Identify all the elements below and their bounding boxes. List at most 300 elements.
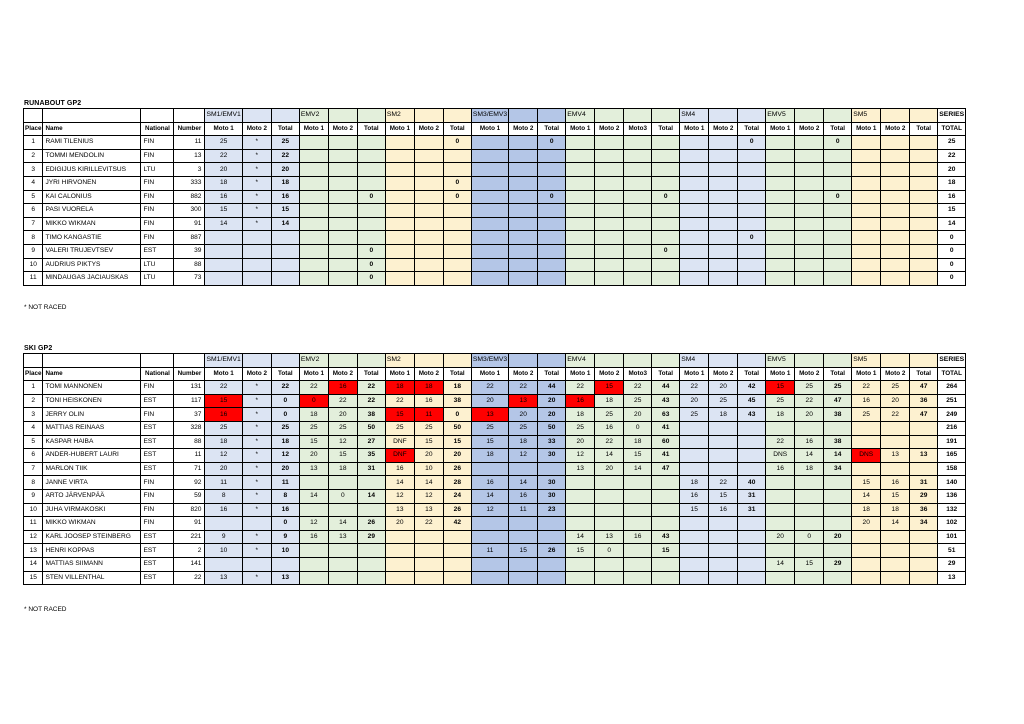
event-total-cell — [738, 421, 766, 435]
race-number-cell: 39 — [174, 244, 205, 258]
event-total-cell: 26 — [538, 544, 566, 558]
moto-score-cell — [680, 272, 709, 286]
moto-score-cell: 12 — [509, 449, 538, 463]
series-total-cell: 216 — [938, 421, 966, 435]
moto-score-cell: 15 — [299, 435, 328, 449]
moto-column-header: Total — [271, 122, 299, 136]
moto-score-cell — [328, 217, 357, 231]
moto-score-cell — [595, 163, 624, 177]
event-total-cell — [357, 476, 385, 490]
event-header-fill — [538, 109, 566, 123]
moto-score-cell — [328, 571, 357, 585]
moto-column-header: Moto 1 — [471, 122, 508, 136]
event-total-cell — [824, 272, 852, 286]
place-cell: 15 — [24, 571, 43, 585]
rider-name-cell: HENRI KOPPAS — [43, 544, 141, 558]
event-header-fill — [652, 109, 680, 123]
event-total-cell — [538, 272, 566, 286]
moto-score-cell: 12 — [414, 489, 443, 503]
series-total-cell: 264 — [938, 381, 966, 395]
moto-score-cell — [414, 136, 443, 150]
race-number-cell: 59 — [174, 489, 205, 503]
event-total-cell: 25 — [824, 381, 852, 395]
moto-score-cell: 25 — [471, 421, 508, 435]
moto-score-cell: 13 — [881, 449, 910, 463]
moto-score-cell: 16 — [795, 435, 824, 449]
event-total-cell: 8 — [271, 489, 299, 503]
event-total-cell — [357, 149, 385, 163]
moto-score-cell: 16 — [709, 503, 738, 517]
moto-score-cell: * — [242, 217, 271, 231]
moto-score-cell — [624, 489, 652, 503]
place-cell: 1 — [24, 136, 43, 150]
moto-score-cell — [680, 530, 709, 544]
moto-score-cell — [795, 190, 824, 204]
moto-score-cell — [471, 217, 508, 231]
event-total-cell — [738, 571, 766, 585]
moto-score-cell — [680, 231, 709, 245]
series-total-cell: 165 — [938, 449, 966, 463]
moto-score-cell — [509, 136, 538, 150]
moto-score-cell: 12 — [205, 449, 242, 463]
moto-score-cell — [566, 476, 595, 490]
moto-score-cell: 20 — [766, 530, 795, 544]
table-row — [24, 421, 966, 435]
event-total-cell — [738, 258, 766, 272]
moto-score-cell — [766, 136, 795, 150]
moto-score-cell — [299, 244, 328, 258]
moto-score-cell — [881, 204, 910, 218]
moto-score-cell — [795, 149, 824, 163]
moto-score-cell — [881, 272, 910, 286]
event-total-cell — [538, 244, 566, 258]
moto-score-cell — [566, 272, 595, 286]
moto-score-cell — [624, 163, 652, 177]
moto-score-cell — [566, 503, 595, 517]
race-number-cell: 73 — [174, 272, 205, 286]
moto-score-cell — [242, 244, 271, 258]
moto-column-header: Moto 2 — [795, 122, 824, 136]
rider-name-cell: KAI CALONIUS — [43, 190, 141, 204]
moto-score-cell — [680, 517, 709, 531]
moto-score-cell: 18 — [328, 462, 357, 476]
event-total-cell — [824, 217, 852, 231]
moto-column-header: Total — [538, 367, 566, 381]
table-row — [24, 231, 966, 245]
moto-column-header: Moto 1 — [385, 122, 414, 136]
moto-score-cell: 18 — [766, 408, 795, 422]
moto-score-cell — [328, 557, 357, 571]
blank-header-cell — [43, 354, 141, 368]
nationality-cell: EST — [141, 462, 174, 476]
series-total-cell: 16 — [938, 190, 966, 204]
rider-name-cell: KARL JOOSEP STEINBERG — [43, 530, 141, 544]
moto-score-cell: 25 — [680, 408, 709, 422]
moto-score-cell — [566, 517, 595, 531]
moto-score-cell — [242, 231, 271, 245]
moto-score-cell — [385, 176, 414, 190]
moto-score-cell: 13 — [595, 530, 624, 544]
moto-score-cell — [709, 244, 738, 258]
event-total-cell: 20 — [271, 462, 299, 476]
table-row — [24, 476, 966, 490]
series-total-cell: 191 — [938, 435, 966, 449]
series-total-header: TOTAL — [938, 122, 966, 136]
moto-score-cell — [385, 258, 414, 272]
moto-score-cell — [624, 149, 652, 163]
place-cell: 14 — [24, 557, 43, 571]
moto-score-cell: 16 — [766, 462, 795, 476]
moto-score-cell: * — [242, 394, 271, 408]
event-total-cell: 36 — [910, 503, 938, 517]
moto-score-cell: 16 — [566, 394, 595, 408]
event-total-cell — [271, 272, 299, 286]
moto-score-cell: 9 — [205, 530, 242, 544]
event-header-fill — [328, 354, 357, 368]
moto-score-cell — [680, 149, 709, 163]
series-total-cell: 13 — [938, 571, 966, 585]
event-header-fill — [624, 109, 652, 123]
moto-score-cell — [766, 503, 795, 517]
moto-score-cell: 16 — [624, 530, 652, 544]
place-cell: 11 — [24, 272, 43, 286]
series-header: SERIES — [938, 354, 966, 368]
moto-score-cell: * — [242, 530, 271, 544]
results-table-ski — [23, 353, 966, 585]
moto-score-cell: 13 — [385, 503, 414, 517]
moto-score-cell — [385, 557, 414, 571]
moto-score-cell: 13 — [566, 462, 595, 476]
moto-column-header: Total — [910, 367, 938, 381]
moto-score-cell — [624, 136, 652, 150]
event-total-cell — [443, 258, 471, 272]
moto-column-header: Total — [357, 122, 385, 136]
moto-score-cell: 15 — [385, 408, 414, 422]
moto-column-header: Total — [538, 122, 566, 136]
place-cell: 9 — [24, 244, 43, 258]
moto-column-header: Moto 2 — [795, 367, 824, 381]
moto-column-header: Moto 1 — [205, 367, 242, 381]
rider-name-cell: STEN VILLENTHAL — [43, 571, 141, 585]
moto-score-cell — [795, 204, 824, 218]
event-total-cell: 26 — [443, 503, 471, 517]
nationality-cell: EST — [141, 435, 174, 449]
moto-score-cell — [709, 449, 738, 463]
event-total-cell: 13 — [271, 571, 299, 585]
moto-score-cell — [766, 244, 795, 258]
event-total-cell: 0 — [443, 408, 471, 422]
moto-score-cell — [709, 204, 738, 218]
moto-score-cell: 25 — [766, 394, 795, 408]
table-row — [24, 571, 966, 585]
moto-score-cell: 15 — [414, 435, 443, 449]
moto-score-cell — [795, 163, 824, 177]
rider-name-cell: VALERI TRUJEVTSEV — [43, 244, 141, 258]
event-total-cell — [824, 149, 852, 163]
table-row — [24, 557, 966, 571]
moto-score-cell: 14 — [881, 517, 910, 531]
event-total-cell: 30 — [538, 449, 566, 463]
event-header-fill — [709, 354, 738, 368]
moto-score-cell — [471, 149, 508, 163]
moto-score-cell: 22 — [766, 435, 795, 449]
table-row — [24, 517, 966, 531]
moto-score-cell: 13 — [328, 530, 357, 544]
event-name-header: SM2 — [385, 354, 414, 368]
moto-score-cell — [795, 421, 824, 435]
event-header-fill — [795, 354, 824, 368]
moto-score-cell — [766, 149, 795, 163]
moto-score-cell — [299, 176, 328, 190]
column-header-row — [24, 122, 966, 136]
moto-score-cell: 16 — [595, 421, 624, 435]
moto-score-cell — [242, 258, 271, 272]
nationality-cell: EST — [141, 544, 174, 558]
event-total-cell: 0 — [824, 190, 852, 204]
series-total-cell: 102 — [938, 517, 966, 531]
event-total-cell: 50 — [357, 421, 385, 435]
moto-score-cell: * — [242, 149, 271, 163]
moto-column-header: Moto 1 — [299, 122, 328, 136]
moto-score-cell — [414, 163, 443, 177]
nationality-cell: FIN — [141, 176, 174, 190]
event-total-cell — [910, 204, 938, 218]
moto-score-cell — [385, 163, 414, 177]
event-header-fill — [414, 354, 443, 368]
event-header-fill — [328, 109, 357, 123]
event-total-cell: 45 — [738, 394, 766, 408]
race-number-cell: 820 — [174, 503, 205, 517]
table-row — [24, 381, 966, 395]
race-number-cell: 91 — [174, 217, 205, 231]
event-total-cell: 44 — [538, 381, 566, 395]
moto-score-cell — [766, 176, 795, 190]
event-total-cell: 26 — [443, 462, 471, 476]
moto-score-cell: * — [242, 176, 271, 190]
moto-column-header: Total — [824, 122, 852, 136]
moto-score-cell — [471, 190, 508, 204]
moto-score-cell: 14 — [328, 517, 357, 531]
event-total-cell: 13 — [910, 449, 938, 463]
moto-score-cell: DNS — [766, 449, 795, 463]
place-cell: 10 — [24, 503, 43, 517]
event-total-cell — [652, 557, 680, 571]
moto-score-cell: 20 — [509, 408, 538, 422]
moto-score-cell — [414, 272, 443, 286]
series-header: SERIES — [938, 109, 966, 123]
moto-score-cell: 11 — [414, 408, 443, 422]
moto-score-cell — [624, 190, 652, 204]
rider-name-cell: TONI HEISKONEN — [43, 394, 141, 408]
rider-name-cell: JUHA VIRMAKOSKI — [43, 503, 141, 517]
moto-score-cell — [852, 163, 881, 177]
event-total-cell — [443, 217, 471, 231]
moto-column-header: Total — [271, 367, 299, 381]
moto-column-header: Moto 2 — [709, 367, 738, 381]
moto-score-cell — [795, 517, 824, 531]
moto-score-cell — [328, 231, 357, 245]
moto-score-cell: 20 — [205, 163, 242, 177]
event-total-cell — [357, 503, 385, 517]
event-total-cell: 33 — [538, 435, 566, 449]
moto-score-cell — [385, 272, 414, 286]
event-total-cell — [738, 149, 766, 163]
moto-score-cell: * — [242, 462, 271, 476]
blank-header-cell — [141, 354, 174, 368]
nationality-cell: FIN — [141, 217, 174, 231]
event-total-cell: 20 — [538, 394, 566, 408]
moto-score-cell: 13 — [299, 462, 328, 476]
moto-score-cell — [566, 149, 595, 163]
moto-score-cell — [680, 217, 709, 231]
event-total-cell: 0 — [443, 176, 471, 190]
series-total-cell: 15 — [938, 204, 966, 218]
event-total-cell — [652, 476, 680, 490]
race-number-cell: 300 — [174, 204, 205, 218]
event-total-cell: 0 — [652, 190, 680, 204]
rider-name-cell: MATTIAS REINAAS — [43, 421, 141, 435]
event-total-cell — [538, 204, 566, 218]
moto-column-header: Moto 2 — [414, 367, 443, 381]
event-total-cell: 22 — [271, 149, 299, 163]
moto-score-cell — [680, 557, 709, 571]
nationality-cell: EST — [141, 244, 174, 258]
moto-score-cell: * — [242, 449, 271, 463]
race-number-cell: 71 — [174, 462, 205, 476]
moto-score-cell — [385, 204, 414, 218]
moto-score-cell — [881, 435, 910, 449]
moto-score-cell — [680, 449, 709, 463]
event-total-cell — [824, 503, 852, 517]
moto-score-cell — [852, 462, 881, 476]
moto-score-cell — [852, 217, 881, 231]
section-title: RUNABOUT GP2 — [24, 100, 82, 107]
moto-column-header: Moto 1 — [852, 122, 881, 136]
event-total-cell — [652, 503, 680, 517]
moto-score-cell — [299, 217, 328, 231]
event-total-cell — [738, 244, 766, 258]
moto-score-cell — [328, 544, 357, 558]
event-total-cell — [652, 231, 680, 245]
moto-score-cell: 20 — [414, 449, 443, 463]
event-total-cell: 50 — [538, 421, 566, 435]
event-total-cell: 22 — [357, 394, 385, 408]
event-total-cell — [824, 176, 852, 190]
event-total-cell — [538, 530, 566, 544]
event-total-cell — [271, 557, 299, 571]
moto-score-cell — [385, 231, 414, 245]
race-number-cell: 131 — [174, 381, 205, 395]
moto-score-cell: 14 — [205, 217, 242, 231]
event-total-cell — [271, 231, 299, 245]
event-header-fill — [509, 109, 538, 123]
place-cell: 5 — [24, 190, 43, 204]
table-row — [24, 244, 966, 258]
moto-score-cell: 20 — [328, 408, 357, 422]
moto-score-cell — [680, 244, 709, 258]
event-total-cell — [357, 231, 385, 245]
moto-score-cell — [299, 258, 328, 272]
moto-score-cell — [595, 190, 624, 204]
moto-score-cell: * — [242, 503, 271, 517]
moto-score-cell — [414, 217, 443, 231]
race-number-cell: 221 — [174, 530, 205, 544]
moto-score-cell — [595, 258, 624, 272]
moto-score-cell: 22 — [566, 381, 595, 395]
moto-score-cell — [414, 258, 443, 272]
race-number-cell: 88 — [174, 258, 205, 272]
event-total-cell — [910, 163, 938, 177]
moto-score-cell — [566, 489, 595, 503]
table-row — [24, 163, 966, 177]
event-header-fill — [595, 354, 624, 368]
moto-score-cell: 11 — [471, 544, 508, 558]
moto-score-cell — [595, 204, 624, 218]
event-header-fill — [414, 109, 443, 123]
moto-score-cell — [680, 258, 709, 272]
event-total-cell: 27 — [357, 435, 385, 449]
event-total-cell: 0 — [538, 136, 566, 150]
moto-score-cell — [385, 149, 414, 163]
moto-score-cell — [795, 136, 824, 150]
moto-score-cell: 18 — [795, 462, 824, 476]
event-total-cell — [910, 421, 938, 435]
event-total-cell — [443, 149, 471, 163]
event-total-cell — [652, 176, 680, 190]
moto-score-cell — [299, 557, 328, 571]
event-total-cell: 41 — [652, 449, 680, 463]
table-row — [24, 190, 966, 204]
event-header-fill — [709, 109, 738, 123]
moto-score-cell: 25 — [509, 421, 538, 435]
moto-score-cell — [205, 231, 242, 245]
moto-score-cell — [709, 517, 738, 531]
event-total-cell — [738, 204, 766, 218]
not-raced-note: * NOT RACED — [24, 606, 67, 613]
moto-column-header: Total — [357, 367, 385, 381]
moto-score-cell: 16 — [471, 476, 508, 490]
table-row — [24, 217, 966, 231]
moto-score-cell: 15 — [205, 204, 242, 218]
blank-header-cell — [174, 354, 205, 368]
moto-score-cell — [709, 435, 738, 449]
race-number-cell: 37 — [174, 408, 205, 422]
place-header: Place — [24, 367, 43, 381]
moto-score-cell — [680, 163, 709, 177]
moto-score-cell — [471, 571, 508, 585]
moto-column-header: Total — [652, 367, 680, 381]
moto-score-cell — [852, 272, 881, 286]
event-total-cell — [538, 176, 566, 190]
moto-score-cell — [795, 489, 824, 503]
moto-score-cell: 15 — [566, 544, 595, 558]
moto-score-cell — [624, 544, 652, 558]
event-total-cell: 35 — [357, 449, 385, 463]
event-total-cell — [738, 517, 766, 531]
moto-score-cell — [881, 462, 910, 476]
moto-score-cell — [881, 244, 910, 258]
moto-score-cell: * — [242, 571, 271, 585]
moto-score-cell — [709, 217, 738, 231]
moto-score-cell: 25 — [566, 421, 595, 435]
moto-score-cell: 25 — [709, 394, 738, 408]
table-row — [24, 503, 966, 517]
event-total-cell: 38 — [824, 435, 852, 449]
moto-column-header: Moto3 — [624, 122, 652, 136]
moto-score-cell — [881, 149, 910, 163]
blank-header-cell — [174, 109, 205, 123]
event-header-fill — [538, 354, 566, 368]
